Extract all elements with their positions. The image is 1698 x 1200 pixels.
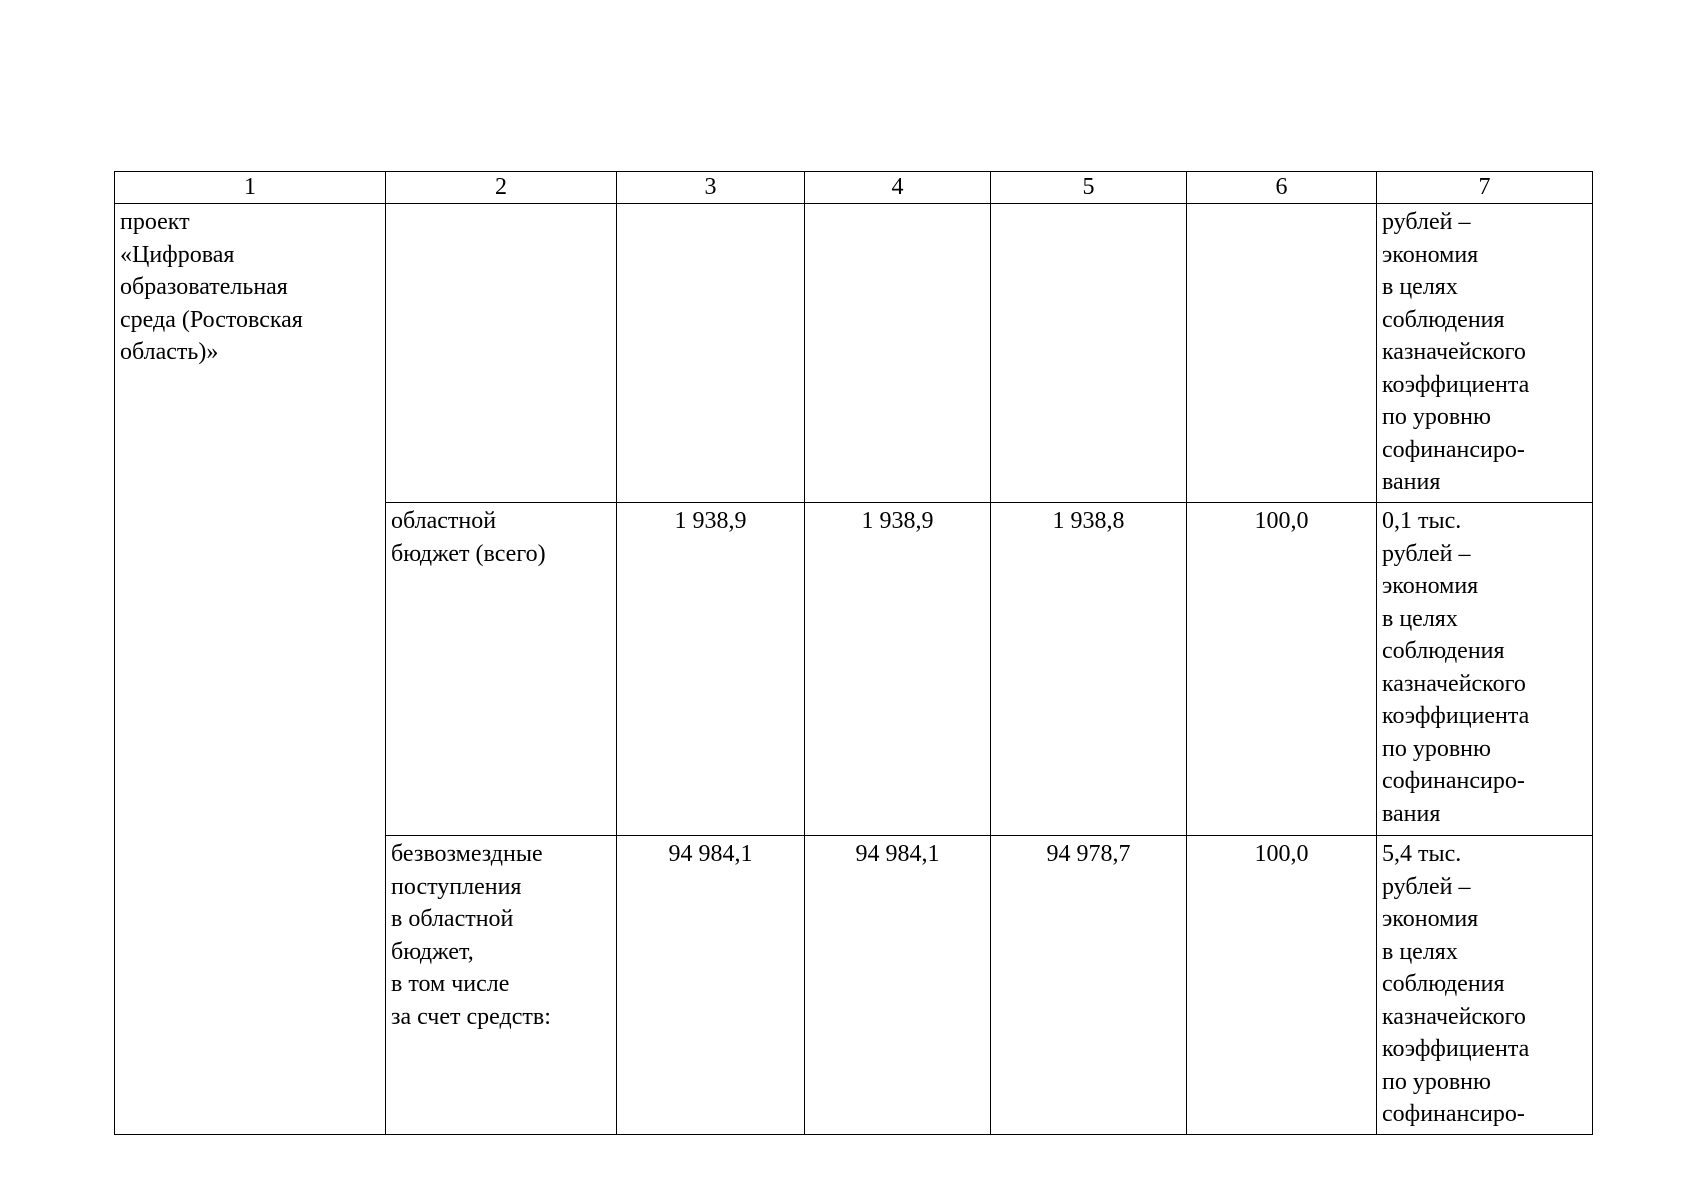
funding-source-cell: безвозмездные поступления в областной бюджет, в том числе за счет средств: [386, 836, 617, 1135]
executed-value-cell: 94 978,7 [991, 836, 1187, 1135]
budget-table [114, 171, 1593, 1135]
column-number-row [115, 172, 1593, 204]
table-row [115, 204, 1593, 503]
column-number-1: 1 [115, 172, 386, 204]
executed-value-cell: 1 938,8 [991, 503, 1187, 836]
execution-percent-cell: 100,0 [1187, 836, 1377, 1135]
column-number-3: 3 [617, 172, 805, 204]
column-number-4: 4 [805, 172, 991, 204]
note-cell: 5,4 тыс. рублей – экономия в целях соблюдения казначейского коэффициента по уровню софинансиро- [1377, 836, 1593, 1135]
funding-source-cell [386, 204, 617, 503]
allocated-value-cell: 1 938,9 [805, 503, 991, 836]
planned-value-cell [617, 204, 805, 503]
planned-value-cell: 1 938,9 [617, 503, 805, 836]
allocated-value-cell: 94 984,1 [805, 836, 991, 1135]
executed-value-cell [991, 204, 1187, 503]
note-cell: рублей – экономия в целях соблюдения казначейского коэффициента по уровню софинансиро- вания [1377, 204, 1593, 503]
funding-source-cell: областной бюджет (всего) [386, 503, 617, 836]
execution-percent-cell [1187, 204, 1377, 503]
planned-value-cell: 94 984,1 [617, 836, 805, 1135]
column-number-7: 7 [1377, 172, 1593, 204]
column-number-6: 6 [1187, 172, 1377, 204]
column-number-5: 5 [991, 172, 1187, 204]
column-number-2: 2 [386, 172, 617, 204]
execution-percent-cell: 100,0 [1187, 503, 1377, 836]
allocated-value-cell [805, 204, 991, 503]
note-cell: 0,1 тыс. рублей – экономия в целях соблюдения казначейского коэффициента по уровню софинансиро- вания [1377, 503, 1593, 836]
project-name-cell: проект «Цифровая образовательная среда (Ростовская область)» [115, 204, 386, 1135]
